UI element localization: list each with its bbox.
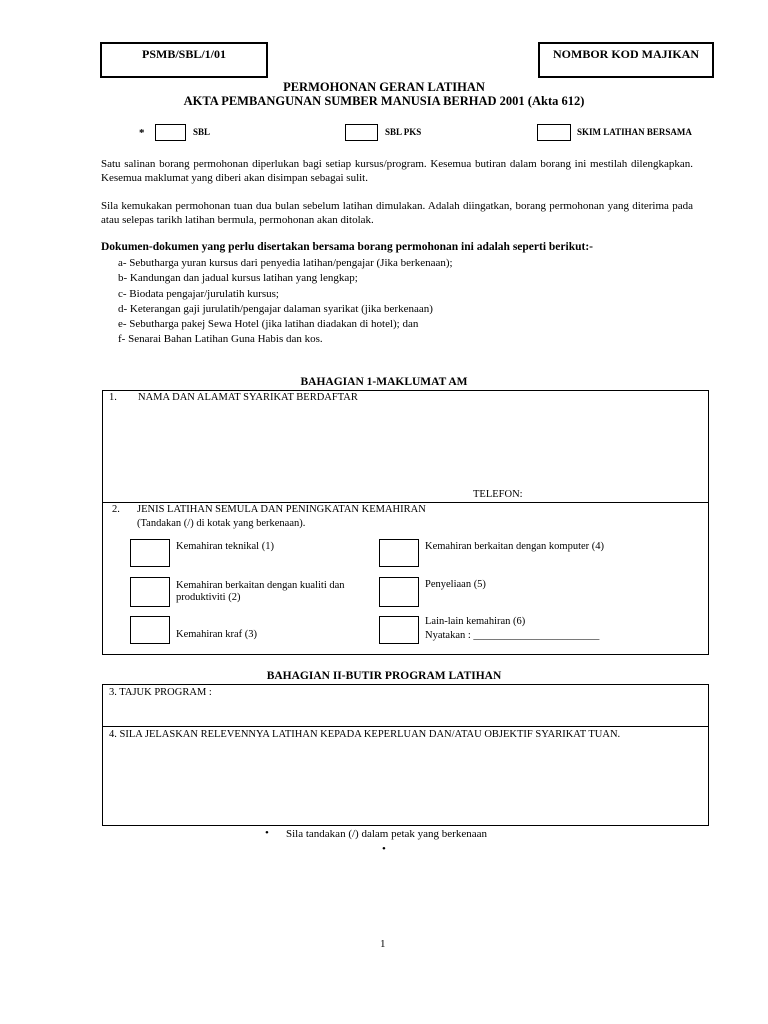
sbl-pks-checkbox[interactable] (345, 124, 378, 141)
list-item: d- Keterangan gaji jurulatih/pengajar dalaman syarikat (jika berkenaan) (118, 303, 433, 315)
form-subtitle: AKTA PEMBANGUNAN SUMBER MANUSIA BERHAD 2001 (Akta 612) (183, 94, 585, 108)
option-lain-label: Lain-lain kemahiran (6) (425, 616, 526, 627)
form-code: PSMB/SBL/1/01 (141, 47, 227, 61)
q2-number: 2. (112, 504, 120, 515)
program-title-box[interactable] (102, 684, 709, 727)
q2-note: (Tandakan (/) di kotak yang berkenaan). (137, 518, 306, 529)
q4-label: 4. SILA JELASKAN RELEVENNYA LATIHAN KEPADA KEPERLUAN DAN/ATAU OBJEKTIF SYARIKAT TUAN. (109, 729, 621, 740)
form-code-box (100, 42, 268, 78)
q1-number: 1. (109, 392, 117, 403)
option-kraf-checkbox[interactable] (130, 616, 170, 644)
option-kualiti-label: Kemahiran berkaitan dengan kualiti dan produktiviti (2) (176, 580, 345, 603)
documents-heading: Dokumen-dokumen yang perlu disertakan bersama borang permohonan ini adalah seperti berikut:- (101, 241, 593, 253)
option-kraf-label: Kemahiran kraf (3) (176, 629, 258, 640)
intro-paragraph-2: Sila kemukakan permohonan tuan dua bulan sebelum latihan dimulakan. Adalah diingatkan, borang permohonan yang diterima pada atau selepas tarikh latihan bermula, permohonan akan ditolak. (101, 200, 693, 226)
sbl-label: SBL (193, 127, 211, 137)
form-title: PERMOHONAN GERAN LATIHAN (283, 80, 485, 94)
employer-code-label: NOMBOR KOD MAJIKAN (553, 47, 699, 61)
q3-label: 3. TAJUK PROGRAM : (109, 687, 212, 698)
q1-label: NAMA DAN ALAMAT SYARIKAT BERDAFTAR (138, 392, 358, 403)
option-teknikal-checkbox[interactable] (130, 539, 170, 567)
option-penyeliaan-label: Penyeliaan (5) (425, 579, 486, 590)
footer-note: Sila tandakan (/) dalam petak yang berkenaan (286, 828, 487, 840)
option-teknikal-label: Kemahiran teknikal (1) (176, 541, 274, 552)
list-item: a- Sebutharga yuran kursus dari penyedia latihan/pengajar (Jika berkenaan); (118, 257, 453, 269)
intro-paragraph-1: Satu salinan borang permohonan diperlukan bagi setiap kursus/program. Kesemua butiran dalam borang ini mestilah dilengkapkan. Kesemua maklumat yang diberi akan disimpan sebagai sulit. (101, 158, 693, 184)
sbl-checkbox[interactable] (155, 124, 186, 141)
section1-title: BAHAGIAN 1-MAKLUMAT AM (300, 376, 468, 388)
list-item: b- Kandungan dan jadual kursus latihan yang lengkap; (118, 272, 358, 284)
list-item: f- Senarai Bahan Latihan Guna Habis dan kos. (118, 333, 323, 345)
relevance-box[interactable] (102, 726, 709, 826)
page-number: 1 (380, 938, 386, 950)
skim-checkbox[interactable] (537, 124, 571, 141)
footer-bullet-2: • (382, 843, 386, 855)
option-kualiti-checkbox[interactable] (130, 577, 170, 607)
company-name-address-box[interactable] (102, 390, 709, 503)
sbl-pks-label: SBL PKS (385, 127, 422, 137)
footer-bullet: • (265, 827, 269, 839)
list-item: e- Sebutharga pakej Sewa Hotel (jika latihan diadakan di hotel); dan (118, 318, 419, 330)
telefon-label: TELEFON: (473, 489, 523, 500)
section2-title: BAHAGIAN II-BUTIR PROGRAM LATIHAN (266, 670, 502, 682)
list-item: c- Biodata pengajar/jurulatih kursus; (118, 288, 279, 300)
option-komputer-label: Kemahiran berkaitan dengan komputer (4) (425, 541, 605, 552)
asterisk-mark: * (139, 127, 145, 139)
option-lain-checkbox[interactable] (379, 616, 419, 644)
employer-code-box[interactable] (538, 42, 714, 78)
q2-label: JENIS LATIHAN SEMULA DAN PENINGKATAN KEMAHIRAN (137, 504, 426, 515)
option-penyeliaan-checkbox[interactable] (379, 577, 419, 607)
option-komputer-checkbox[interactable] (379, 539, 419, 567)
option-nyatakan-field[interactable]: Nyatakan : ________________________ (425, 630, 600, 641)
skim-label: SKIM LATIHAN BERSAMA (577, 127, 692, 137)
